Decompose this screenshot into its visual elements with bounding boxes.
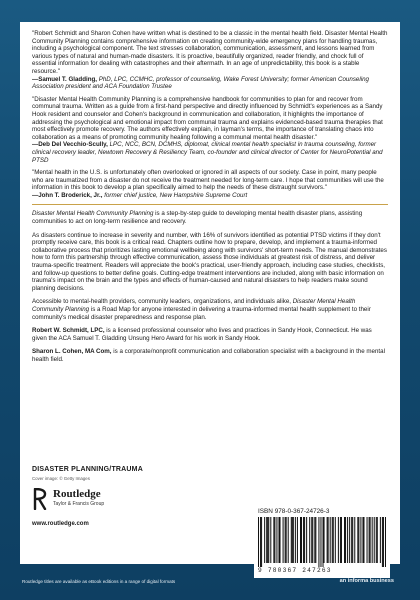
barcode-bar	[363, 517, 364, 563]
barcode-bar	[283, 517, 284, 563]
barcode-bar	[315, 517, 316, 563]
barcode-bar	[291, 517, 292, 563]
quote-text: "Robert Schmidt and Sharon Cohen have written what is destined to be a classic in the mental health field. Disaster Mental Health Community Planning contains comprehensive information on creating community-wide emergency plans for handling traumas, including a psychological component. The text stresses collaboration, communication, assessment, and lessons learned from various types of natural and human-made disasters. It is proactive, beautifully organized, reader friendly, and chock full of essential information for dealing with catastrophes and their aftermath. In an age of unpredictability, this book is a stable resource."	[32, 30, 388, 75]
barcode-bar	[261, 517, 262, 567]
barcode-bar	[276, 517, 277, 563]
barcode-bar	[382, 517, 383, 567]
description-text: Accessible to mental-health providers, community leaders, organizations, and individuals alike,	[32, 298, 293, 306]
cover-image-credit: Cover image: © Getty Images	[32, 476, 90, 481]
barcode-bar	[383, 517, 384, 567]
barcode-bar	[286, 517, 287, 563]
author-bio-text: is a corporate/nonprofit communication and collaboration specialist with a background in the mental health field.	[32, 348, 385, 363]
barcode-bar	[285, 517, 286, 563]
description-paragraph	[32, 210, 388, 225]
book-title: Disaster Mental Health Community Planning	[32, 210, 154, 218]
barcode-bar	[314, 517, 315, 563]
quote-author: —John T. Broderick, Jr.,	[32, 191, 103, 199]
quote-author: —Deb Del Vecchio-Scully,	[32, 141, 108, 149]
publisher-url[interactable]: www.routledge.com	[32, 521, 89, 527]
barcode-bar	[264, 517, 265, 563]
barcode-bar	[323, 517, 324, 567]
barcode-bar	[274, 517, 275, 563]
barcode-bar	[374, 517, 375, 563]
isbn-label: ISBN 978-0-367-24726-3	[258, 508, 330, 515]
barcode-bar	[268, 517, 269, 563]
barcode-bar	[335, 517, 336, 563]
barcode-bar	[358, 517, 359, 563]
barcode-bar	[327, 517, 328, 563]
barcode-bar	[377, 517, 378, 563]
description-text: is a step-by-step guide to developing mental health disaster plans, assisting communities to act on long-term resilience and recovery.	[32, 210, 363, 226]
barcode-bar	[280, 517, 281, 563]
author-bio	[32, 348, 388, 363]
description-paragraph	[32, 232, 388, 293]
quote-text: "Disaster Mental Health Community Planning is a comprehensive handbook for communities to plan for and recover from communal trauma. Written as a guide from a first-hand perspective and directly influenced by Schmidt's experiences as a Sandy Hook resident and counselor and Cohen's background in communication and collaboration, it highlights the importance of addressing the psychological and emotional impact from communal trauma and explains evidenced-based trauma therapies that most effectively promote recovery. The authors effectively explain, in layman's terms, the importance of translating chaos into collaboration as a means of promoting community healing following a communal mental health disaster."	[32, 95, 383, 141]
description-text: is a Road Map for anyone interested in delivering a trauma-informed mental health supplement to their community's medical disaster preparedness and response plan.	[32, 306, 371, 321]
barcode-bar	[354, 517, 355, 563]
barcode-bar	[292, 517, 293, 563]
author-bio-text: is a licensed professional counselor who lives and practices in Sandy Hook, Connecticut. He was given the ACA Samuel T. Gladding Unsung Hero Award for his work in Sandy Hook.	[32, 327, 372, 342]
barcode-bar	[311, 517, 312, 563]
barcode-bar	[370, 517, 371, 563]
barcode-bar	[266, 517, 267, 563]
book-title: Disaster Mental Health Community Planning	[32, 298, 356, 313]
barcode-bar	[332, 517, 333, 563]
barcode-bar	[380, 517, 381, 563]
quote-author-role: former chief justice, New Hampshire Supreme Court	[102, 191, 248, 199]
barcode-icon	[258, 517, 386, 567]
barcode-bar	[293, 517, 294, 563]
review-quote	[32, 169, 388, 199]
description-paragraph	[32, 298, 388, 321]
subject-category: DISASTER PLANNING/TRAUMA	[32, 466, 143, 473]
description-text: As disasters continue to increase in severity and number, with 16% of survivors identified as potential PTSD victims if they don't promptly receive care, this book is a critical read. Chapters outline how to prepare, develop, and implement a trauma-informed collaborative process that prioritizes lasting emotional wellbeing along with survivors' short-term needs. The manual demonstrates how to form this partnership through effective communication, assess those individuals at greatest risk of distress, and deliver trauma-specific treatment. Readers will appreciate the book's practical, user-friendly approach, including case studies, checklists, and follow-up questions to better define goals. Cutting-edge treatment interventions are included, along with basic information on trauma's impact on the brain and the types and effects of human-caused and natural disasters to help readers make sound planning decisions.	[32, 231, 387, 292]
quote-author: —Samuel T. Gladding,	[32, 75, 97, 83]
author-bio	[32, 327, 388, 342]
ebook-note: Routledge titles are available as eBook editions in a range of digital formats	[22, 579, 176, 584]
barcode-bar	[297, 517, 298, 563]
publisher-group: Taylor & Francis Group	[53, 501, 105, 507]
barcode-bar	[347, 517, 348, 563]
barcode-bar	[270, 517, 271, 563]
barcode-bar	[367, 517, 368, 563]
barcode-bar	[360, 517, 361, 563]
barcode-bar	[340, 517, 341, 563]
barcode-bar	[301, 517, 302, 563]
barcode-bar	[345, 517, 346, 563]
barcode-bar	[352, 517, 353, 563]
barcode-bar	[362, 517, 363, 563]
barcode-bar	[376, 517, 377, 563]
barcode-bar	[273, 517, 274, 563]
barcode-bar	[333, 517, 334, 563]
barcode-bar	[351, 517, 352, 563]
barcode-bar	[312, 517, 313, 563]
barcode-bar	[303, 517, 304, 563]
divider-rule	[32, 204, 388, 205]
barcode-digits: 9 780367 247263	[258, 567, 332, 574]
quote-text: "Mental health in the U.S. is unfortunately often overlooked or ignored in all aspects of our society. Case in point, many people who are traumatized from a disaster do not receive the treatment needed for long-term care. I hope that communities will use the information in this book to develop a plan specifically aimed to help the needs of these distraught survivors."	[32, 169, 384, 192]
barcode-bar	[344, 517, 345, 563]
barcode-bar	[357, 517, 358, 563]
barcode-bar	[288, 517, 289, 563]
barcode-bar	[330, 517, 331, 563]
author-name: Sharon L. Cohen, MA Com,	[32, 348, 112, 356]
barcode-bar	[278, 517, 279, 563]
publisher-logo	[32, 486, 152, 520]
barcode-bar	[318, 517, 319, 567]
quote-author-role: PhD, LPC, CCMHC, professor of counseling, Wake Forest University; former American Counseling Association president and ACA Foundation Trustee	[32, 75, 369, 91]
barcode-bar	[295, 517, 296, 563]
barcode-bar	[385, 517, 386, 567]
barcode-bar	[304, 517, 305, 563]
barcode-bar	[300, 517, 301, 563]
review-quote	[32, 96, 388, 164]
barcode-bar	[306, 517, 307, 563]
informa-note: an informa business	[339, 578, 394, 584]
barcode-bar	[328, 517, 329, 563]
barcode-bar	[309, 517, 310, 563]
routledge-logo-icon	[32, 488, 48, 510]
publisher-area	[20, 466, 250, 566]
author-name: Robert W. Schmidt, LPC,	[32, 327, 105, 335]
quote-author-role: LPC, NCC, BCN, DCMHS, diplomat, clinical mental health specialist in trauma counseling, former clinical recovery leader, Newtown Recovery & Resiliency Team, co-founder and clinical director of Center for NeuroPotential and PTSD	[32, 141, 383, 164]
barcode-bar	[349, 517, 350, 563]
barcode-bar	[258, 517, 259, 567]
barcode-block	[254, 506, 390, 578]
barcode-bar	[320, 517, 321, 567]
review-quote	[32, 30, 388, 91]
barcode-bar	[372, 517, 373, 563]
barcode-bar	[338, 517, 339, 563]
barcode-bar	[267, 517, 268, 563]
barcode-bar	[324, 517, 325, 563]
barcode-bar	[369, 517, 370, 563]
publisher-name: Routledge	[53, 488, 101, 500]
footer	[20, 579, 400, 589]
barcode-bar	[260, 517, 261, 567]
barcode-bar	[341, 517, 342, 563]
